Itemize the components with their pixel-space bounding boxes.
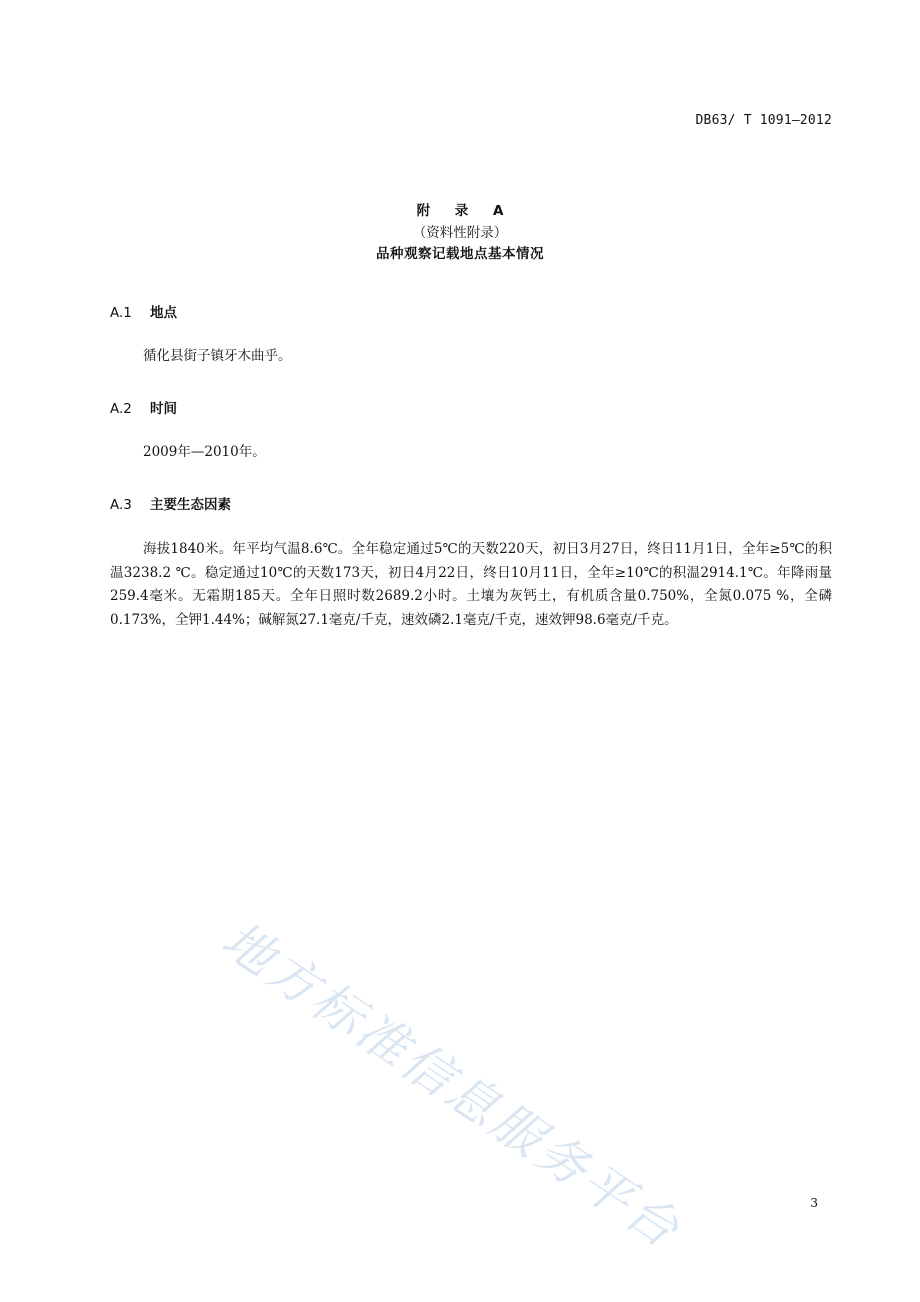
- section-body-a2: 2009年—2010年。: [143, 444, 266, 460]
- section-heading-a1: [110, 301, 177, 321]
- section-number: A.3: [110, 497, 132, 513]
- section-body-a1: 循化县街子镇牙木曲乎。: [143, 348, 292, 364]
- section-heading-a2: [110, 397, 177, 417]
- annex-heading-block: [0, 201, 920, 266]
- section-title: 主要生态因素: [150, 497, 231, 513]
- watermark: 地方标准信息服务平台: [211, 910, 692, 1261]
- section-title: 地点: [150, 305, 177, 321]
- annex-type: （资料性附录）: [412, 224, 508, 241]
- standard-code-header: DB63/ T 1091—2012: [695, 113, 832, 128]
- annex-subject: 品种观察记载地点基本情况: [376, 246, 544, 262]
- page-number: 3: [810, 1196, 818, 1210]
- section-body-a3: 海拔1840米。年平均气温8.6℃。全年稳定通过5℃的天数220天，初日3月27日，终日11月1日，全年≥5℃的积温3238.2 ℃。稳定通过10℃的天数173天，初日4月22日，终日10月11日，全年≥10℃的积温2914.1℃。年降雨量259.4毫米。无霜期185天。全年日照时数2689.2小时。土壤为灰钙土，有机质含量0.750%，全氮0.075 %，全磷0.173%，全钾1.44%；碱解氮27.1毫克/千克，速效磷2.1毫克/千克，速效钾98.6毫克/千克。: [110, 541, 832, 628]
- section-heading-a3: [110, 493, 231, 513]
- section-number: A.1: [110, 305, 132, 321]
- section-title: 时间: [150, 401, 177, 417]
- section-number: A.2: [110, 401, 132, 417]
- annex-title: 附 录 A: [416, 203, 514, 219]
